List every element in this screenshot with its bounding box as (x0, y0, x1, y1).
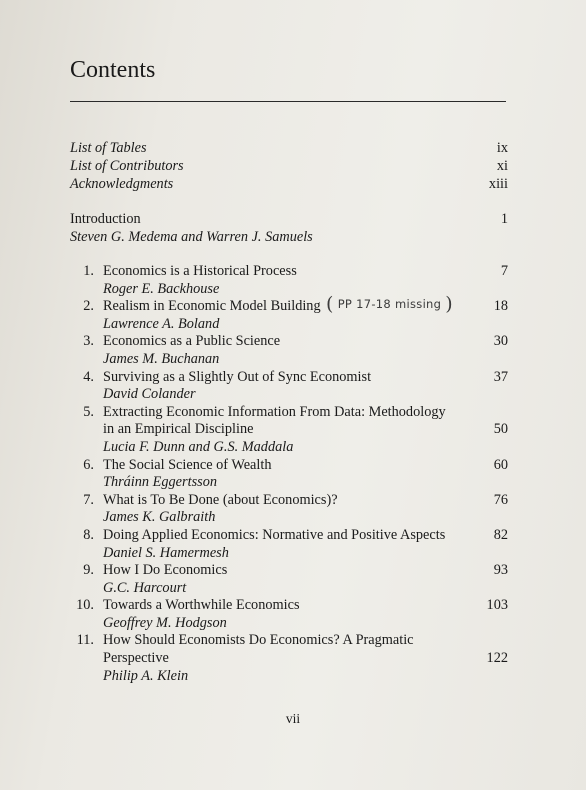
chapter-author: Philip A. Klein (103, 667, 189, 684)
chapter-list (70, 263, 508, 685)
chapter-author: Daniel S. Hamermesh (103, 544, 229, 561)
chapter-number: 1. (83, 263, 94, 279)
chapter-number: 3. (83, 333, 94, 350)
chapter-author: David Colander (103, 386, 196, 403)
chapter-entry (70, 457, 508, 492)
page-number: 103 (486, 597, 508, 614)
chapter-author: Geoffrey M. Hodgson (103, 614, 227, 631)
chapter-title: How Should Economists Do Economics? A Pragmatic (103, 632, 414, 649)
chapter-entry (70, 333, 508, 368)
page-number: 18 (493, 298, 508, 315)
chapter-title: What is To Be Done (about Economics)? (103, 491, 338, 508)
page-number: 7 (500, 263, 508, 279)
introduction-entry (70, 211, 508, 246)
chapter-title: How I Do Economics (103, 562, 228, 579)
chapter-title-continued: Perspective (103, 650, 169, 667)
page-number: 50 (493, 421, 508, 438)
page-number: 122 (486, 650, 508, 667)
page-number: 82 (493, 526, 508, 543)
chapter-author: Lawrence A. Boland (103, 315, 220, 332)
handwritten-annotation (326, 293, 453, 316)
front-matter-list (70, 139, 508, 193)
chapter-author: Roger E. Backhouse (103, 280, 220, 297)
chapter-entry (70, 527, 508, 562)
chapter-number: 7. (83, 491, 94, 508)
chapter-title: Realism in Economic Model Building (103, 298, 321, 315)
front-matter-label: List of Tables (70, 140, 147, 156)
chapter-number: 10. (76, 597, 94, 614)
chapter-number: 11. (76, 632, 94, 649)
annotation-open-paren: ( (326, 293, 334, 316)
chapter-number: 5. (83, 403, 94, 420)
chapter-author: Thráinn Eggertsson (103, 474, 217, 491)
chapter-author: G.C. Harcourt (103, 579, 187, 596)
chapter-number: 9. (83, 562, 94, 579)
page-number: 37 (493, 368, 508, 385)
front-matter-label: Acknowledgments (70, 176, 174, 192)
folio-page-number: vii (285, 711, 301, 726)
annotation-close-paren: ) (445, 293, 453, 316)
chapter-number: 8. (83, 526, 94, 543)
chapter-title: Extracting Economic Information From Data: Methodology (103, 403, 446, 420)
chapter-title: Surviving as a Slightly Out of Sync Economist (103, 368, 372, 385)
front-matter-item (70, 175, 508, 193)
chapter-entry (70, 404, 508, 457)
chapter-author: James K. Galbraith (103, 509, 216, 526)
chapter-entry (70, 562, 508, 597)
chapter-entry (70, 263, 508, 298)
page-number: 76 (493, 491, 508, 508)
chapter-title: The Social Science of Wealth (103, 456, 272, 473)
chapter-author: James M. Buchanan (103, 350, 220, 367)
page-number: 1 (500, 211, 508, 227)
chapter-title: Economics is a Historical Process (103, 263, 297, 279)
introduction-title: Introduction (70, 211, 141, 227)
chapter-title: Economics as a Public Science (103, 333, 281, 350)
chapter-entry (70, 293, 508, 333)
chapter-author: Lucia F. Dunn and G.S. Maddala (103, 438, 294, 455)
chapter-entry (70, 369, 508, 404)
chapter-entry (70, 492, 508, 527)
front-matter-item (70, 139, 508, 157)
chapter-number: 6. (83, 456, 94, 473)
chapter-entry (70, 597, 508, 632)
title-rule (70, 101, 506, 102)
page-number: 93 (493, 562, 508, 579)
chapter-number: 2. (83, 298, 94, 315)
chapter-number: 4. (83, 368, 94, 385)
chapter-title: Towards a Worthwhile Economics (103, 597, 300, 614)
front-matter-item (70, 157, 508, 175)
page-number: 60 (493, 456, 508, 473)
chapter-entry (70, 632, 508, 685)
page-number: 30 (493, 333, 508, 350)
annotation-text: PP 17-18 missing (337, 297, 442, 312)
page-title: Contents (70, 57, 156, 83)
chapter-title: Doing Applied Economics: Normative and Positive Aspects (103, 526, 446, 543)
introduction-author: Steven G. Medema and Warren J. Samuels (70, 228, 313, 245)
page-number: xiii (488, 176, 508, 192)
chapter-title-continued: in an Empirical Discipline (103, 421, 254, 438)
page-number: xi (496, 158, 508, 174)
front-matter-label: List of Contributors (70, 158, 184, 174)
page-number: ix (496, 140, 508, 156)
